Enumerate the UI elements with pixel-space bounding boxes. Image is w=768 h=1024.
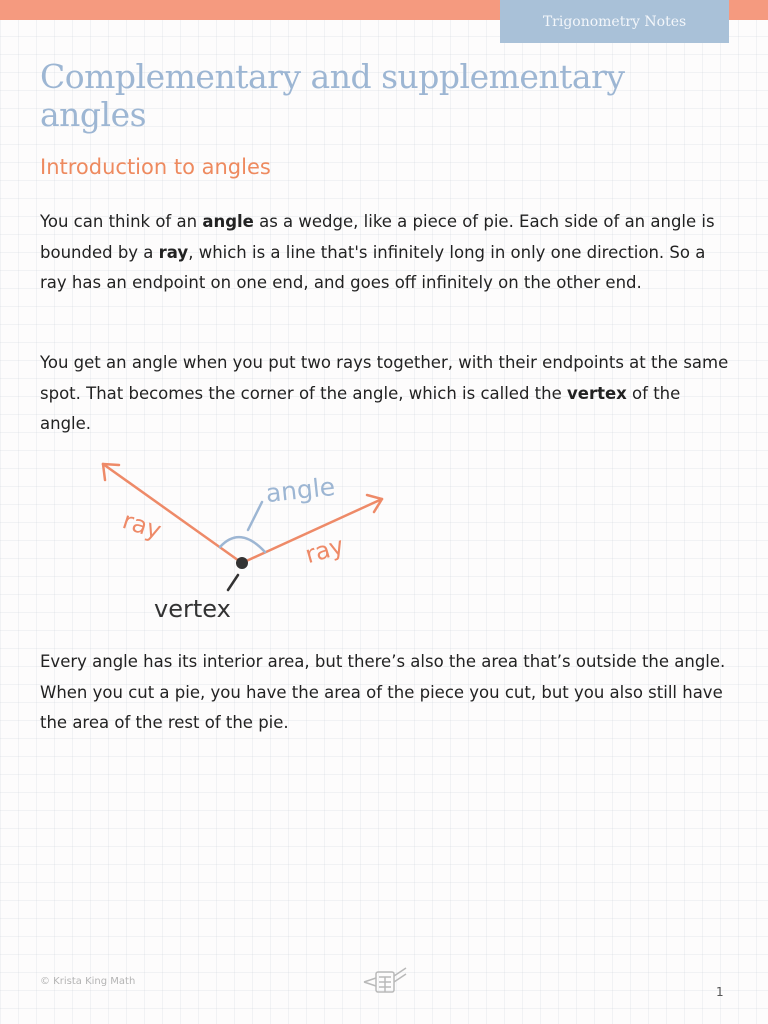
paragraph-angle-definition bbox=[40, 207, 730, 299]
footer-copyright: © Krista King Math bbox=[40, 976, 136, 987]
ray-left-line bbox=[103, 464, 242, 563]
term-ray: ray bbox=[158, 242, 189, 262]
vertex-label: vertex bbox=[154, 595, 231, 623]
angle-arc bbox=[220, 537, 265, 552]
ray-left-label: ray bbox=[119, 506, 165, 545]
angle-pointer bbox=[248, 502, 262, 530]
text-span: You get an angle when you put two rays together, with their endpoints at the same spot. That becomes the corner of the angle, which is called the bbox=[40, 353, 729, 403]
paragraph-vertex-definition bbox=[40, 348, 730, 440]
page-title: Complementary and supplementary angles bbox=[40, 57, 625, 134]
angle-diagram bbox=[90, 455, 400, 630]
angle-label: angle bbox=[264, 471, 337, 509]
section-heading: Introduction to angles bbox=[40, 155, 271, 179]
text-span: , which is a line that's infinitely long in only one direction. So a ray has an endpoint on one end, and goes off infinitely on the other end. bbox=[40, 242, 706, 292]
text-span: as a wedge, like a piece of pie. Each side of an angle is bounded by a bbox=[40, 212, 715, 262]
page-number: 1 bbox=[716, 985, 724, 999]
vertex-pointer bbox=[228, 575, 238, 590]
text-span: of the angle. bbox=[40, 383, 681, 433]
calculator-pencil-icon bbox=[362, 966, 408, 994]
term-angle: angle bbox=[202, 212, 254, 231]
term-vertex: vertex bbox=[567, 383, 627, 403]
paragraph-interior-area: Every angle has its interior area, but there’s also the area that’s outside the angle. When you cut a pie, you have the area of the piece you cut, but you also still have the area of the rest of the pie. bbox=[40, 652, 726, 732]
text-span: You can think of an bbox=[40, 212, 203, 231]
vertex-dot bbox=[236, 557, 248, 569]
header-tab bbox=[500, 0, 729, 43]
header-tab-label: Trigonometry Notes bbox=[542, 13, 687, 30]
ray-right-label: ray bbox=[302, 531, 348, 570]
